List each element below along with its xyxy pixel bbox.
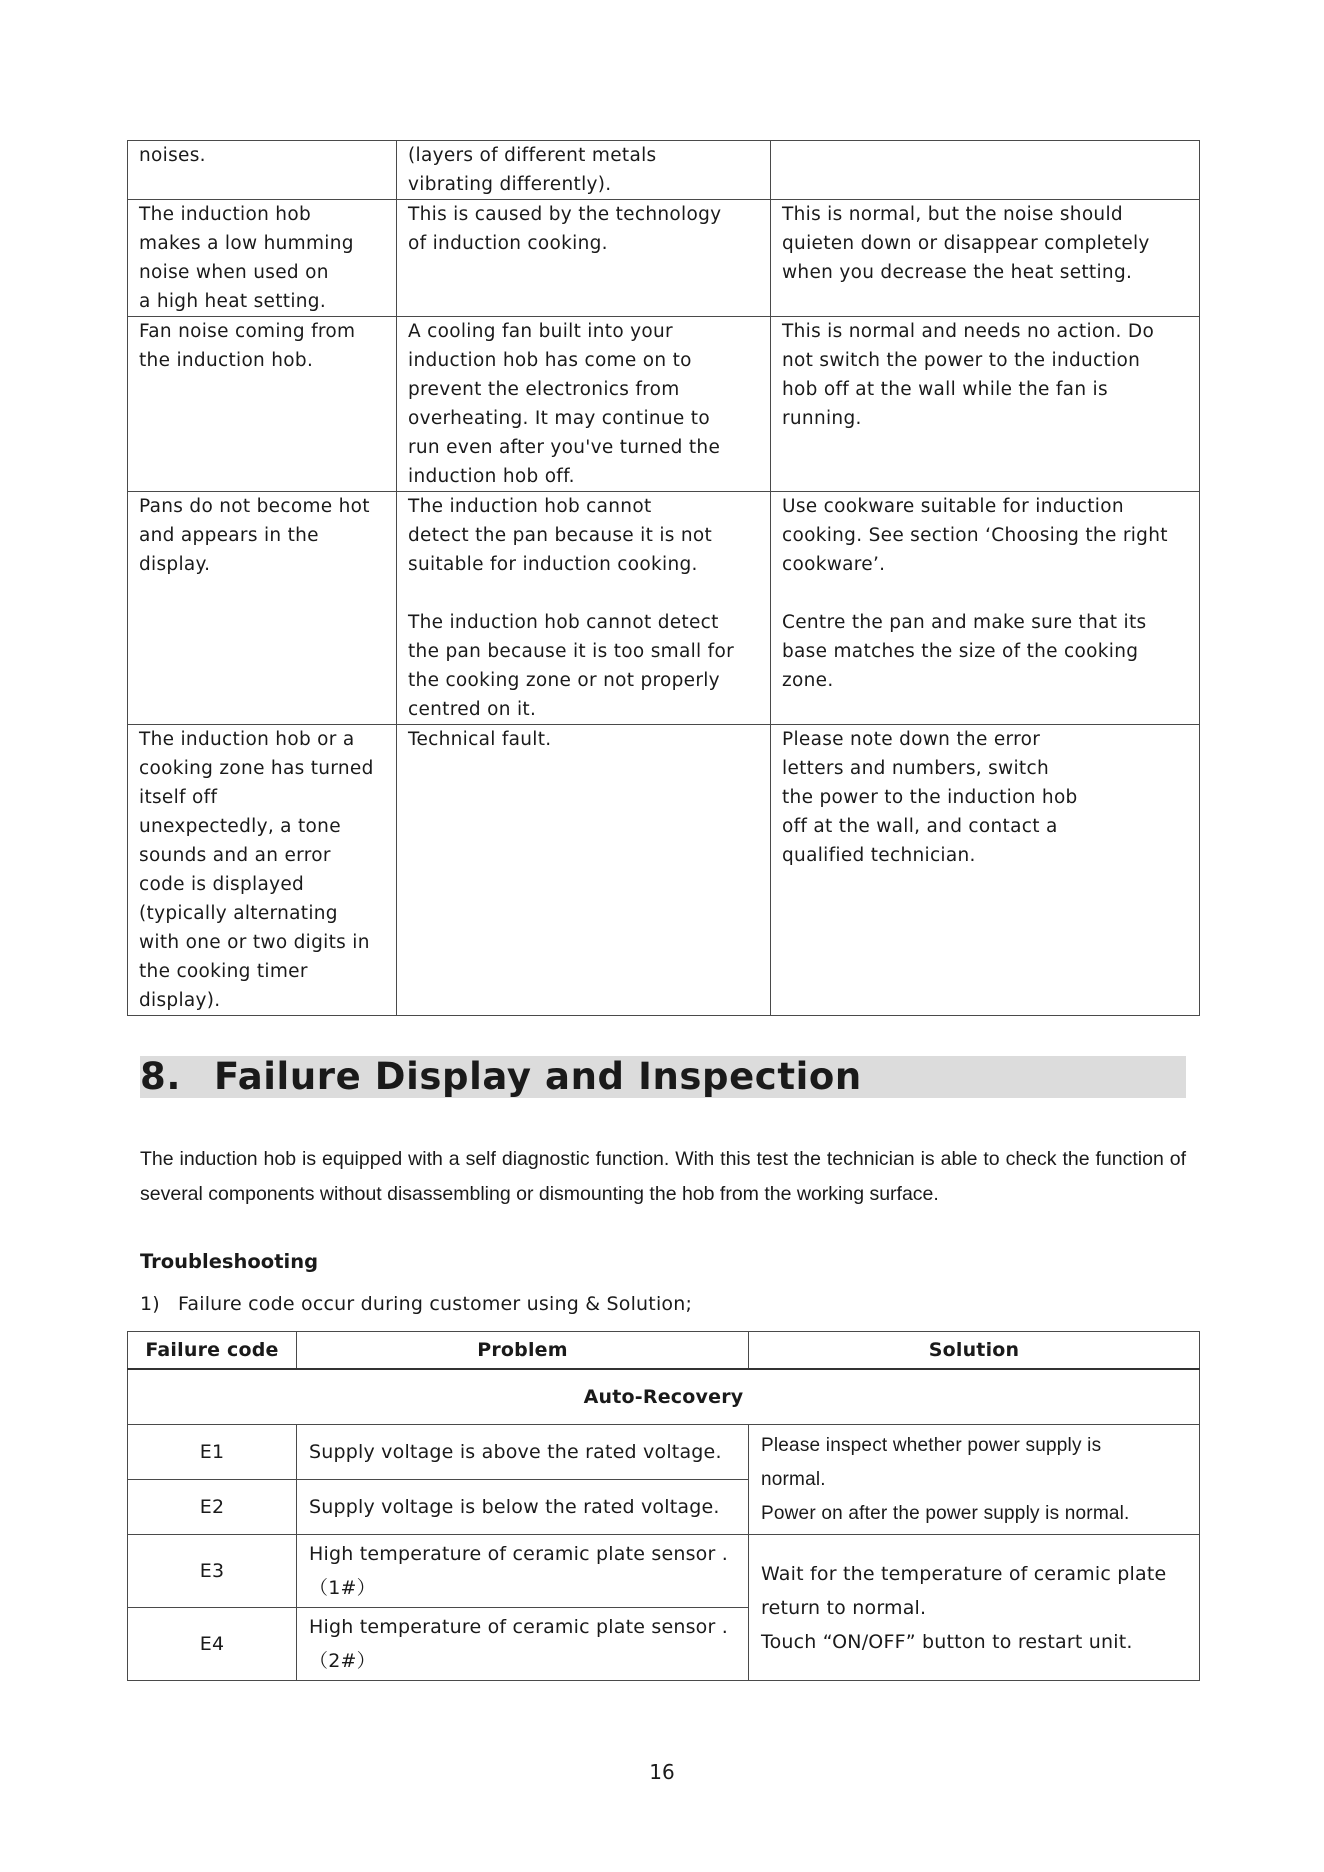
failure-code-cell: E3 [128,1535,297,1608]
table-header-row [128,1332,1200,1370]
failure-problem-cell: High temperature of ceramic plate sensor . （1#） [297,1535,749,1608]
header-failure-code: Failure code [128,1332,297,1370]
solution-cell: This is normal and needs no action. Do not switch the power to the induction hob off at the wall while the fan is running. [771,317,1200,492]
failure-code-cell: E2 [128,1480,297,1535]
table-row [128,200,1200,317]
page-number: 16 [649,1760,675,1784]
cause-cell: Technical fault. [397,725,771,1016]
section-number: 8. [140,1055,182,1098]
table-row [128,492,1200,725]
cause-cell: The induction hob cannot detect the pan because it is not suitable for induction cooking. The induction hob cannot detect the pan because it is too small for the cooking zone or not properly centred on it. [397,492,771,725]
problem-cell: The induction hob makes a low humming noise when used on a high heat setting. [128,200,397,317]
group-label: Auto-Recovery [128,1369,1200,1425]
list-item [140,1290,692,1318]
failure-code-cell: E1 [128,1425,297,1480]
table-row [128,317,1200,492]
solution-cell: Use cookware suitable for induction cooking. See section ‘Choosing the right cookware’. Centre the pan and make sure that its base matches the size of the cooking zone. [771,492,1200,725]
header-problem: Problem [297,1332,749,1370]
cause-cell: A cooling fan built into your induction hob has come on to prevent the electronics from overheating. It may continue to run even after you've turned the induction hob off. [397,317,771,492]
section-title: Failure Display and Inspection [214,1055,862,1098]
problem-cell: The induction hob or a cooking zone has turned itself off unexpectedly, a tone sounds and an error code is displayed (typically alternating with one or two digits in the cooking timer display). [128,725,397,1016]
failure-problem-cell: Supply voltage is below the rated voltage. [297,1480,749,1535]
table-row [128,1535,1200,1608]
table-row [128,725,1200,1016]
failure-solution-cell: Wait for the temperature of ceramic plate return to normal. Touch “ON/OFF” button to restart unit. [749,1535,1200,1681]
list-item-label: 1) [140,1293,160,1315]
group-row [128,1369,1200,1425]
section-heading [140,1056,1186,1098]
problem-cell: Fan noise coming from the induction hob. [128,317,397,492]
solution-cell: This is normal, but the noise should quieten down or disappear completely when you decrease the heat setting. [771,200,1200,317]
problem-cell: Pans do not become hot and appears in the display. [128,492,397,725]
failure-problem-cell: High temperature of ceramic plate sensor . （2#） [297,1608,749,1681]
failure-code-cell: E4 [128,1608,297,1681]
cause-cell: (layers of different metals vibrating differently). [397,141,771,200]
troubleshooting-table [127,140,1200,1016]
problem-cell: noises. [128,141,397,200]
failure-problem-cell: Supply voltage is above the rated voltage. [297,1425,749,1480]
solution-cell: Please note down the error letters and numbers, switch the power to the induction hob off at the wall, and contact a qualified technician. [771,725,1200,1016]
failure-code-table [127,1331,1200,1681]
solution-cell [771,141,1200,200]
cause-cell: This is caused by the technology of induction cooking. [397,200,771,317]
intro-paragraph: The induction hob is equipped with a self diagnostic function. With this test the technician is able to check the function of several components without disassembling or dismounting the hob from the working surface. [140,1148,1186,1205]
table-row [128,1425,1200,1480]
table-row [128,141,1200,200]
list-item-text: Failure code occur during customer using & Solution; [178,1293,693,1315]
troubleshooting-subtitle: Troubleshooting [140,1250,319,1273]
header-solution: Solution [749,1332,1200,1370]
failure-solution-cell: Please inspect whether power supply is normal. Power on after the power supply is normal. [749,1425,1200,1535]
